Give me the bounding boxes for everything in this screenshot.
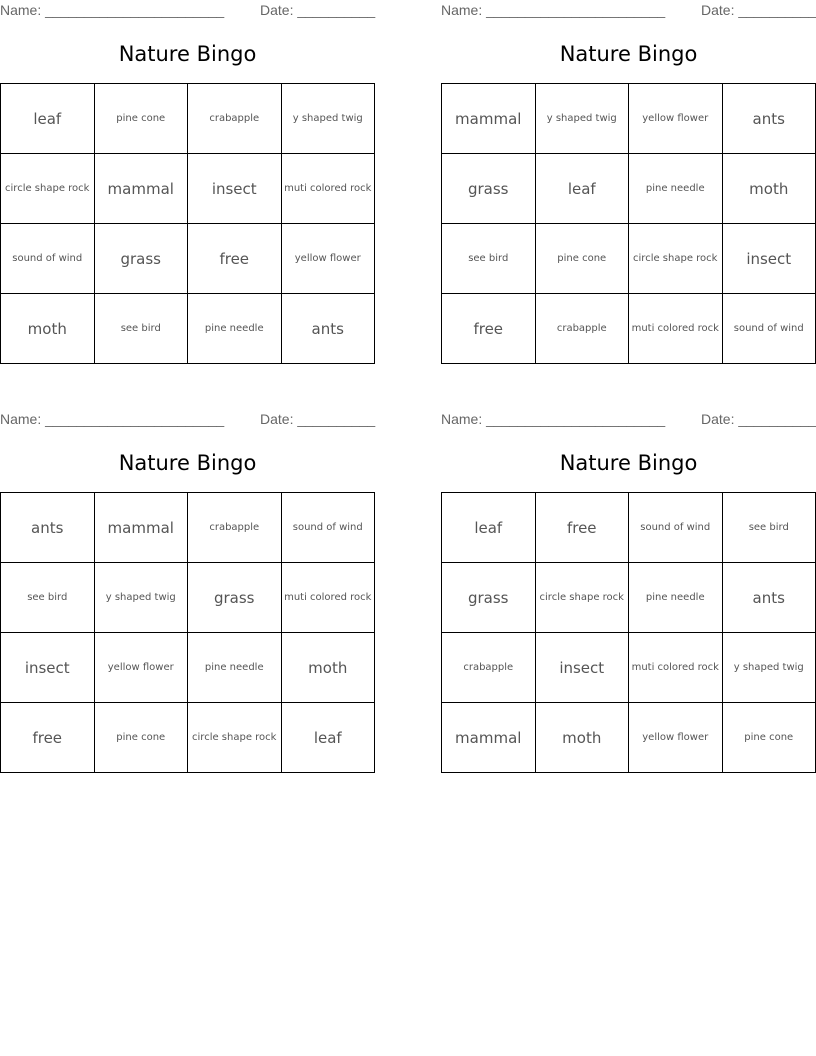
bingo-cell: yellow flower bbox=[629, 703, 723, 773]
bingo-cell: yellow flower bbox=[629, 84, 723, 154]
bingo-cell: free bbox=[442, 294, 536, 364]
bingo-cell: muti colored rock bbox=[629, 633, 723, 703]
bingo-cell: crabapple bbox=[188, 493, 282, 563]
bingo-cell: sound of wind bbox=[281, 493, 375, 563]
bingo-row bbox=[442, 294, 816, 364]
bingo-cell: pine cone bbox=[94, 84, 188, 154]
name-field-label: Name: _______________________ bbox=[441, 411, 666, 427]
bingo-cell: leaf bbox=[442, 493, 536, 563]
bingo-cell: moth bbox=[1, 294, 95, 364]
name-date-row bbox=[0, 2, 375, 20]
bingo-cell: insect bbox=[535, 633, 629, 703]
bingo-cell: grass bbox=[94, 224, 188, 294]
bingo-card-2 bbox=[441, 0, 816, 362]
bingo-cell: grass bbox=[442, 154, 536, 224]
bingo-cell: y shaped twig bbox=[281, 84, 375, 154]
bingo-cell: see bird bbox=[722, 493, 816, 563]
name-field-label: Name: _______________________ bbox=[0, 2, 225, 18]
bingo-card-3 bbox=[0, 409, 375, 771]
name-date-row bbox=[441, 411, 816, 429]
card-title: Nature Bingo bbox=[559, 42, 698, 66]
bingo-cell: sound of wind bbox=[722, 294, 816, 364]
bingo-cell: pine cone bbox=[722, 703, 816, 773]
bingo-cell: ants bbox=[722, 84, 816, 154]
bingo-cell: leaf bbox=[535, 154, 629, 224]
bingo-cell: moth bbox=[722, 154, 816, 224]
bingo-card-4 bbox=[441, 409, 816, 771]
bingo-row bbox=[1, 224, 375, 294]
bingo-cell: sound of wind bbox=[1, 224, 95, 294]
bingo-row bbox=[1, 563, 375, 633]
date-field-label: Date: __________ bbox=[260, 2, 376, 18]
bingo-cell: moth bbox=[535, 703, 629, 773]
bingo-row bbox=[1, 84, 375, 154]
bingo-grid bbox=[0, 492, 375, 773]
bingo-row bbox=[442, 224, 816, 294]
name-date-row bbox=[0, 411, 375, 429]
bingo-cell: sound of wind bbox=[629, 493, 723, 563]
bingo-cell: leaf bbox=[1, 84, 95, 154]
bingo-cell: free bbox=[188, 224, 282, 294]
bingo-cell: see bird bbox=[1, 563, 95, 633]
bingo-row bbox=[1, 154, 375, 224]
bingo-row bbox=[1, 294, 375, 364]
bingo-row bbox=[1, 703, 375, 773]
bingo-cell: muti colored rock bbox=[629, 294, 723, 364]
date-field-label: Date: __________ bbox=[701, 411, 816, 427]
bingo-cell: pine needle bbox=[629, 563, 723, 633]
bingo-cell: leaf bbox=[281, 703, 375, 773]
bingo-row bbox=[442, 84, 816, 154]
bingo-row bbox=[442, 493, 816, 563]
bingo-cell: see bird bbox=[442, 224, 536, 294]
bingo-cell: muti colored rock bbox=[281, 563, 375, 633]
bingo-grid bbox=[441, 492, 816, 773]
name-field-label: Name: _______________________ bbox=[0, 411, 225, 427]
bingo-cell: mammal bbox=[94, 493, 188, 563]
bingo-cell: insect bbox=[722, 224, 816, 294]
bingo-row bbox=[442, 633, 816, 703]
bingo-cell: yellow flower bbox=[94, 633, 188, 703]
bingo-cell: ants bbox=[281, 294, 375, 364]
bingo-row bbox=[1, 493, 375, 563]
bingo-grid bbox=[441, 83, 816, 364]
bingo-cell: mammal bbox=[94, 154, 188, 224]
bingo-row bbox=[1, 633, 375, 703]
bingo-row bbox=[442, 154, 816, 224]
bingo-cell: free bbox=[1, 703, 95, 773]
bingo-grid bbox=[0, 83, 375, 364]
bingo-card-1 bbox=[0, 0, 375, 362]
bingo-cell: pine needle bbox=[188, 294, 282, 364]
bingo-cell: mammal bbox=[442, 84, 536, 154]
bingo-cell: insect bbox=[1, 633, 95, 703]
bingo-cell: muti colored rock bbox=[281, 154, 375, 224]
bingo-cell: crabapple bbox=[535, 294, 629, 364]
name-field-label: Name: _______________________ bbox=[441, 2, 666, 18]
date-field-label: Date: __________ bbox=[701, 2, 816, 18]
bingo-cell: circle shape rock bbox=[535, 563, 629, 633]
bingo-row bbox=[442, 563, 816, 633]
bingo-cell: circle shape rock bbox=[629, 224, 723, 294]
bingo-cell: grass bbox=[442, 563, 536, 633]
bingo-cell: y shaped twig bbox=[535, 84, 629, 154]
card-title: Nature Bingo bbox=[118, 42, 257, 66]
card-title: Nature Bingo bbox=[118, 451, 257, 475]
bingo-cell: free bbox=[535, 493, 629, 563]
bingo-cell: insect bbox=[188, 154, 282, 224]
bingo-cell: circle shape rock bbox=[188, 703, 282, 773]
name-date-row bbox=[441, 2, 816, 20]
card-title: Nature Bingo bbox=[559, 451, 698, 475]
bingo-cell: y shaped twig bbox=[722, 633, 816, 703]
bingo-cell: grass bbox=[188, 563, 282, 633]
bingo-cell: y shaped twig bbox=[94, 563, 188, 633]
bingo-cell: circle shape rock bbox=[1, 154, 95, 224]
bingo-cell: ants bbox=[722, 563, 816, 633]
bingo-cell: see bird bbox=[94, 294, 188, 364]
bingo-cell: crabapple bbox=[442, 633, 536, 703]
bingo-cell: yellow flower bbox=[281, 224, 375, 294]
date-field-label: Date: __________ bbox=[260, 411, 376, 427]
bingo-cell: pine needle bbox=[629, 154, 723, 224]
bingo-cell: moth bbox=[281, 633, 375, 703]
bingo-cell: pine needle bbox=[188, 633, 282, 703]
bingo-row bbox=[442, 703, 816, 773]
bingo-cell: pine cone bbox=[535, 224, 629, 294]
bingo-cell: pine cone bbox=[94, 703, 188, 773]
bingo-cell: crabapple bbox=[188, 84, 282, 154]
bingo-cell: ants bbox=[1, 493, 95, 563]
bingo-cell: mammal bbox=[442, 703, 536, 773]
